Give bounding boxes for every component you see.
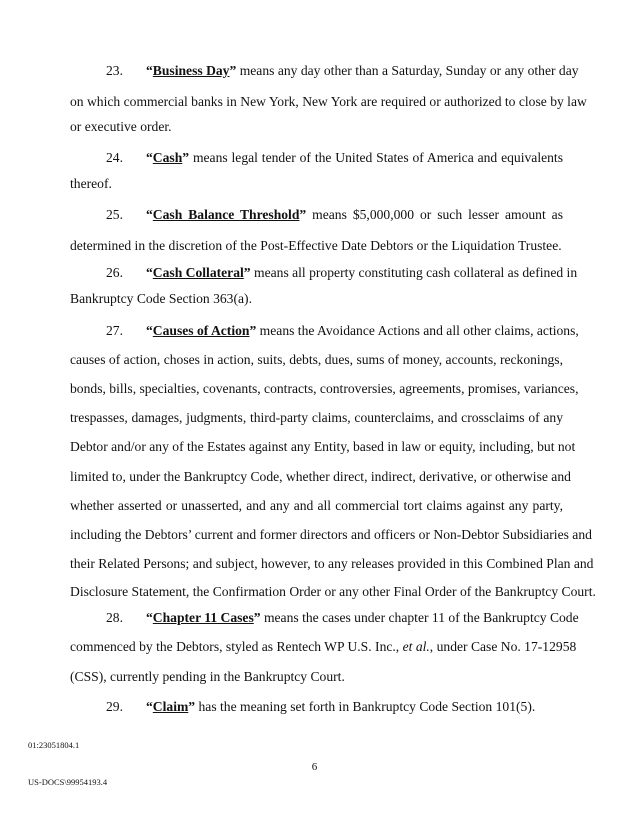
- definition-27-line-8: including the Debtors’ current and former directors and officers or Non-Debtor Subsidiaries and: [70, 527, 592, 542]
- definition-number: 26.: [106, 265, 123, 280]
- definition-27-line-10: Disclosure Statement, the Confirmation Order or any other Final Order of the Bankruptcy Court.: [70, 584, 596, 599]
- definition-27-line-1: 27. “Causes of Action” means the Avoidance Actions and all other claims, actions,: [106, 323, 579, 338]
- definition-23-line-1: 23. “Business Day” means any day other than a Saturday, Sunday or any other day: [106, 63, 579, 78]
- definition-24-line-2: thereof.: [70, 176, 112, 191]
- definition-25-line-2: determined in the discretion of the Post-Effective Date Debtors or the Liquidation Trustee.: [70, 238, 562, 253]
- definition-25-line-1: 25. “Cash Balance Threshold” means $5,000,000 or such lesser amount as: [106, 207, 563, 222]
- definition-28-line-1: 28. “Chapter 11 Cases” means the cases under chapter 11 of the Bankruptcy Code: [106, 610, 579, 625]
- definition-27-line-5: Debtor and/or any of the Estates against any Entity, based in law or equity, including, but not: [70, 439, 576, 454]
- definition-27-line-4: trespasses, damages, judgments, third-party claims, counterclaims, and crossclaims of any: [70, 410, 563, 425]
- definition-29-line-1: 29. “Claim” has the meaning set forth in Bankruptcy Code Section 101(5).: [106, 699, 536, 714]
- definition-28-line-2: commenced by the Debtors, styled as Rentech WP U.S. Inc., et al., under Case No. 17-12958: [70, 639, 577, 654]
- definition-number: 28.: [106, 610, 123, 625]
- defined-term: “Cash Collateral”: [146, 265, 251, 280]
- defined-term: “Claim”: [146, 699, 196, 714]
- definition-27-line-3: bonds, bills, specialties, covenants, contracts, controversies, agreements, promises, variances,: [70, 381, 579, 396]
- definition-27-line-6: limited to, under the Bankruptcy Code, whether direct, indirect, derivative, or otherwise and: [70, 469, 571, 484]
- defined-term: “Cash”: [146, 150, 190, 165]
- defined-term: “Causes of Action”: [146, 323, 257, 338]
- definition-27-line-7: whether asserted or unasserted, and any and all commercial tort claims against any party,: [70, 498, 563, 513]
- definition-26-line-2: Bankruptcy Code Section 363(a).: [70, 291, 252, 306]
- definition-number: 29.: [106, 699, 123, 714]
- definition-23-line-3: or executive order.: [70, 119, 172, 134]
- defined-term: “Cash Balance Threshold”: [146, 207, 307, 222]
- definition-24-line-1: 24. “Cash” means legal tender of the United States of America and equivalents: [106, 150, 563, 165]
- defined-term: “Chapter 11 Cases”: [146, 610, 261, 625]
- definition-number: 27.: [106, 323, 123, 338]
- definition-27-line-9: their Related Persons; and subject, however, to any releases provided in this Combined Plan and: [70, 556, 594, 571]
- definition-number: 25.: [106, 207, 123, 222]
- definition-28-line-3: (CSS), currently pending in the Bankruptcy Court.: [70, 669, 345, 684]
- definition-27-line-2: causes of action, choses in action, suits, debts, dues, sums of money, accounts, reckonings,: [70, 352, 563, 367]
- document-id-top: 01:23051804.1: [28, 740, 80, 750]
- definition-26-line-1: 26. “Cash Collateral” means all property constituting cash collateral as defined in: [106, 265, 578, 280]
- definition-23-line-2: on which commercial banks in New York, New York are required or authorized to close by law: [70, 94, 587, 109]
- document-id-bottom: US-DOCS\99954193.4: [28, 777, 108, 787]
- definition-number: 23.: [106, 63, 123, 78]
- defined-term: “Business Day”: [146, 63, 237, 78]
- definition-number: 24.: [106, 150, 123, 165]
- page-number: 6: [311, 761, 318, 773]
